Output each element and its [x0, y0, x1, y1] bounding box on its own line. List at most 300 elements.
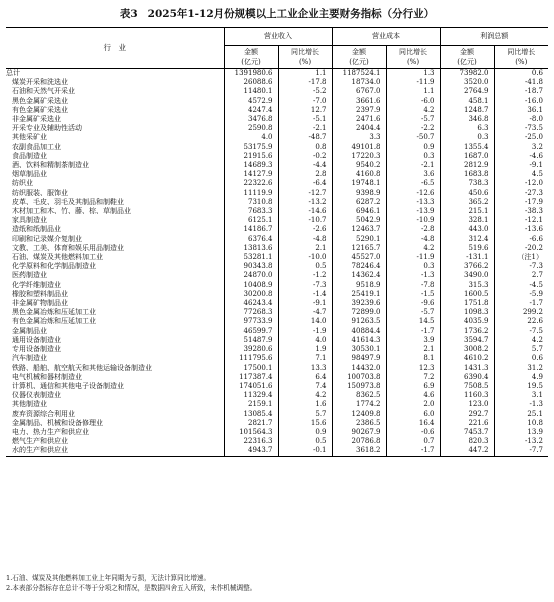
cost-growth-cell: -0.6: [386, 428, 440, 437]
table-row: [6, 336, 548, 345]
profit-growth-cell: -1.7: [529, 299, 543, 308]
industry-name-cell: 有色金属冶炼和压延加工业: [6, 317, 224, 326]
profit-growth-cell: -1.3: [529, 400, 543, 409]
cost-amount-cell: 9540.2: [332, 161, 386, 170]
note-2: 2.本表部分指标存在总计不等于分项之和情况，是数据四舍五入所致，未作机械调整。: [6, 583, 257, 592]
cost-amount-cell: 5042.9: [332, 216, 386, 225]
revenue-growth-cell: -5.2: [278, 87, 332, 96]
cost-amount-cell: 1187524.1: [332, 69, 386, 79]
revenue-amount-cell: 90343.8: [224, 262, 278, 271]
industry-name-cell: 有色金属矿采选业: [6, 106, 224, 115]
cost-growth-cell: -5.7: [386, 308, 440, 317]
revenue-amount-cell: 77268.3: [224, 308, 278, 317]
revenue-growth-cell: 12.7: [278, 106, 332, 115]
revenue-growth-cell: 0.5: [278, 262, 332, 271]
profit-growth-cell: -7.5: [529, 326, 543, 335]
cost-growth-cell: 1.3: [386, 69, 440, 79]
revenue-amount-cell: 7310.8: [224, 198, 278, 207]
profit-amount-cell: 328.1: [440, 216, 494, 225]
profit-amount-cell: 447.2: [440, 446, 494, 456]
profit-amount-cell: 315.3: [440, 281, 494, 290]
profit-growth-cell: 0.6: [531, 354, 543, 363]
revenue-growth-cell: -2.6: [278, 225, 332, 234]
revenue-growth-cell: -4.7: [278, 308, 332, 317]
profit-growth-cell: -6.6: [529, 234, 543, 243]
industry-name-cell: 非金属矿物制品业: [6, 299, 224, 308]
revenue-amount-cell: 22322.6: [224, 179, 278, 188]
profit-amount-cell: -131.1: [440, 253, 494, 262]
cost-amount-cell: 18734.0: [332, 78, 386, 87]
revenue-amount-cell: 3476.8: [224, 115, 278, 124]
revenue-growth-cell: 1.1: [278, 69, 332, 79]
profit-growth-cell: -17.9: [525, 197, 543, 206]
profit-amount-header: 金额 (亿元): [440, 46, 494, 69]
industry-name-cell: 黑色金属矿采选业: [6, 97, 224, 106]
cost-growth-cell: -9.6: [386, 299, 440, 308]
industry-name-cell: 非金属矿采选业: [6, 115, 224, 124]
revenue-amount-cell: 13813.6: [224, 244, 278, 253]
table-row: [6, 446, 548, 456]
cost-growth-cell: -4.8: [386, 235, 440, 244]
cost-growth-cell: -11.9: [386, 253, 440, 262]
table-row: [6, 106, 548, 115]
profit-growth-cell: -4.6: [529, 151, 543, 160]
revenue-growth-cell: 7.1: [278, 354, 332, 363]
profit-growth-cell: -7.7: [494, 446, 548, 456]
cost-amount-cell: 90267.9: [332, 428, 386, 437]
profit-amount-cell: 6390.4: [440, 373, 494, 382]
cost-growth-cell: -5.7: [386, 115, 440, 124]
profit-amount-cell: 292.7: [440, 410, 494, 419]
revenue-amount-cell: 30200.8: [224, 290, 278, 299]
revenue-growth-cell: -1.9: [278, 327, 332, 336]
profit-growth-cell: 299.2: [522, 308, 543, 317]
industry-name-cell: 纺织业: [6, 179, 224, 188]
profit-growth-cell: 4.2: [531, 335, 543, 344]
cost-growth-cell: 0.3: [386, 152, 440, 161]
table-row: [6, 115, 548, 124]
table-row: [6, 327, 548, 336]
table-row: [6, 170, 548, 179]
industry-name-cell: 家具制造业: [6, 216, 224, 225]
table-row: [6, 198, 548, 207]
profit-growth-cell: 19.5: [527, 381, 543, 390]
cost-growth-cell: -1.7: [386, 446, 440, 456]
industry-name-cell: 金属制品业: [6, 327, 224, 336]
profit-growth-cell: -13.6: [525, 225, 543, 234]
table-row: [6, 391, 548, 400]
revenue-growth-cell: -0.1: [278, 446, 332, 456]
table-row: [6, 400, 548, 409]
profit-amount-cell: 1160.3: [440, 391, 494, 400]
profit-amount-cell: 0.3: [440, 133, 494, 142]
table-row: [6, 161, 548, 170]
revenue-growth-cell: 1.9: [278, 345, 332, 354]
profit-amount-cell: 3490.0: [440, 271, 494, 280]
table-row: [6, 437, 548, 446]
industry-name-cell: 仪器仪表制造业: [6, 391, 224, 400]
table-row: [6, 262, 548, 271]
cost-growth-cell: -2.2: [386, 124, 440, 133]
cost-growth-cell: -1.7: [386, 327, 440, 336]
table-row: [6, 133, 548, 142]
profit-amount-cell: 6.3: [440, 124, 494, 133]
cost-growth-cell: -11.9: [386, 78, 440, 87]
industry-name-cell: 医药制造业: [6, 271, 224, 280]
revenue-growth-cell: -9.1: [278, 299, 332, 308]
revenue-growth-cell: -2.1: [278, 124, 332, 133]
revenue-amount-cell: 53175.9: [224, 143, 278, 152]
cost-growth-cell: -6.5: [386, 179, 440, 188]
cost-growth-cell: 7.2: [386, 373, 440, 382]
cost-amount-cell: 98497.9: [332, 354, 386, 363]
cost-amount-cell: 25419.1: [332, 290, 386, 299]
cost-amount-cell: 1774.2: [332, 400, 386, 409]
table-title: [0, 6, 554, 21]
cost-growth-cell: 4.2: [386, 106, 440, 115]
revenue-amount-cell: 4572.9: [224, 97, 278, 106]
cost-growth-cell: 2.1: [386, 345, 440, 354]
profit-growth-cell: 3.2: [531, 142, 543, 151]
cost-amount-cell: 2397.9: [332, 106, 386, 115]
cost-amount-cell: 14362.4: [332, 271, 386, 280]
revenue-amount-cell: 111795.6: [224, 354, 278, 363]
cost-growth-cell: -7.8: [386, 281, 440, 290]
industry-name-cell: 文教、工美、体育和娱乐用品制造业: [6, 244, 224, 253]
profit-amount-cell: 1098.3: [440, 308, 494, 317]
profit-growth-cell: 0.6: [531, 69, 543, 77]
profit-growth-cell: -12.1: [525, 216, 543, 225]
revenue-amount-cell: 24870.0: [224, 271, 278, 280]
profit-amount-cell: 2764.9: [440, 87, 494, 96]
cost-amount-cell: 12165.7: [332, 244, 386, 253]
profit-growth-cell: 36.1: [527, 105, 543, 114]
cost-amount-cell: 19748.1: [332, 179, 386, 188]
table-title-text: 2025年1-12月份规模以上工业企业主要财务指标（分行业）: [147, 8, 435, 20]
revenue-growth-cell: 14.0: [278, 317, 332, 326]
industry-name-cell: 石油、煤炭及其他燃料加工业: [6, 253, 224, 262]
profit-amount-cell: 3766.2: [440, 262, 494, 271]
profit-amount-cell: 450.6: [440, 189, 494, 198]
industry-name-cell: 计算机、通信和其他电子设备制造业: [6, 382, 224, 391]
revenue-amount-cell: 117387.4: [224, 373, 278, 382]
revenue-amount-header: 金额 (亿元): [224, 46, 278, 69]
table-row: [6, 253, 548, 262]
profit-amount-cell: 1600.5: [440, 290, 494, 299]
profit-amount-cell: 1431.3: [440, 364, 494, 373]
revenue-amount-cell: 22316.3: [224, 437, 278, 446]
profit-growth-cell: -8.0: [529, 115, 543, 124]
financial-indicators-table: [6, 27, 548, 457]
note-1: 1.石油、煤炭及其他燃料加工业上年同期为亏损，无法计算同比增速。: [6, 574, 211, 582]
revenue-amount-cell: 13085.4: [224, 410, 278, 419]
cost-growth-cell: 6.0: [386, 410, 440, 419]
profit-amount-cell: 1355.4: [440, 143, 494, 152]
profit-amount-cell: 221.6: [440, 419, 494, 428]
revenue-amount-cell: 2821.7: [224, 419, 278, 428]
cost-growth-cell: 3.9: [386, 336, 440, 345]
revenue-growth-cell: 0.9: [278, 428, 332, 437]
profit-growth-cell: -5.9: [529, 289, 543, 298]
table-row: [6, 69, 548, 79]
revenue-growth-cell: 0.8: [278, 143, 332, 152]
profit-amount-cell: 7453.7: [440, 428, 494, 437]
revenue-amount-cell: 14186.7: [224, 225, 278, 234]
profit-amount-cell: 1687.0: [440, 152, 494, 161]
revenue-growth-cell: -6.4: [278, 179, 332, 188]
profit-growth-cell: 31.2: [527, 363, 543, 372]
profit-amount-cell: 458.1: [440, 97, 494, 106]
cost-growth-cell: 1.1: [386, 87, 440, 96]
revenue-growth-cell: -5.1: [278, 115, 332, 124]
profit-growth-cell: 4.9: [531, 372, 543, 381]
cost-amount-header: 金额 (亿元): [332, 46, 386, 69]
cost-amount-cell: 45527.0: [332, 253, 386, 262]
industry-name-cell: 煤炭开采和洗选业: [6, 78, 224, 87]
revenue-growth-cell: 4.0: [278, 336, 332, 345]
revenue-amount-cell: 6376.4: [224, 235, 278, 244]
table-row: [6, 299, 548, 308]
revenue-growth-cell: -17.8: [278, 78, 332, 87]
table-row: [6, 207, 548, 216]
profit-amount-cell: 73982.0: [440, 69, 494, 79]
cost-amount-cell: 8362.5: [332, 391, 386, 400]
revenue-growth-cell: 0.5: [278, 437, 332, 446]
revenue-amount-cell: 2590.8: [224, 124, 278, 133]
revenue-amount-cell: 174051.6: [224, 382, 278, 391]
cost-amount-cell: 30530.1: [332, 345, 386, 354]
table-row: [6, 410, 548, 419]
cost-amount-cell: 6767.0: [332, 87, 386, 96]
industry-name-cell: 铁路、船舶、航空航天和其他运输设备制造业: [6, 364, 224, 373]
cost-growth-header: 同比增长 (%): [386, 46, 440, 69]
cost-amount-cell: 2404.4: [332, 124, 386, 133]
industry-name-cell: 化学原料和化学制品制造业: [6, 262, 224, 271]
industry-name-cell: 电力、热力生产和供应业: [6, 428, 224, 437]
revenue-amount-cell: 11329.4: [224, 391, 278, 400]
cost-amount-cell: 4160.8: [332, 170, 386, 179]
revenue-amount-cell: 14689.3: [224, 161, 278, 170]
revenue-growth-cell: -48.7: [278, 133, 332, 142]
revenue-amount-cell: 4.0: [224, 133, 278, 142]
profit-growth-cell: -25.0: [525, 133, 543, 142]
profit-amount-cell: 3008.2: [440, 345, 494, 354]
cost-amount-cell: 12409.8: [332, 410, 386, 419]
revenue-amount-cell: 101564.3: [224, 428, 278, 437]
revenue-amount-cell: 21915.6: [224, 152, 278, 161]
cost-growth-cell: 2.0: [386, 400, 440, 409]
revenue-growth-cell: 7.4: [278, 382, 332, 391]
table-row: [6, 290, 548, 299]
cost-group-header: 营业成本: [332, 28, 440, 46]
revenue-growth-cell: -7.0: [278, 97, 332, 106]
cost-growth-cell: 4.2: [386, 244, 440, 253]
revenue-amount-cell: 4943.7: [224, 446, 278, 456]
industry-name-cell: 专用设备制造业: [6, 345, 224, 354]
table-row: [6, 244, 548, 253]
table-notes: [6, 574, 256, 593]
revenue-growth-cell: -1.2: [278, 271, 332, 280]
revenue-growth-cell: 13.3: [278, 364, 332, 373]
revenue-amount-cell: 10408.9: [224, 281, 278, 290]
cost-growth-cell: 0.9: [386, 143, 440, 152]
industry-name-cell: 造纸和纸制品业: [6, 225, 224, 234]
cost-growth-cell: -2.1: [386, 161, 440, 170]
table-row: [6, 317, 548, 326]
revenue-amount-cell: 6125.1: [224, 216, 278, 225]
industry-name-cell: 燃气生产和供应业: [6, 437, 224, 446]
table-row: [6, 308, 548, 317]
revenue-growth-cell: -10.0: [278, 253, 332, 262]
table-row: [6, 354, 548, 363]
cost-growth-cell: 16.4: [386, 419, 440, 428]
cost-growth-cell: -50.7: [386, 133, 440, 142]
cost-amount-cell: 5290.1: [332, 235, 386, 244]
profit-amount-cell: 7508.5: [440, 382, 494, 391]
revenue-growth-cell: 2.8: [278, 170, 332, 179]
cost-amount-cell: 3661.6: [332, 97, 386, 106]
profit-growth-cell: -73.5: [525, 124, 543, 133]
profit-amount-cell: 738.3: [440, 179, 494, 188]
cost-amount-cell: 150973.8: [332, 382, 386, 391]
profit-growth-header: 同比增长 (%): [494, 46, 548, 69]
revenue-amount-cell: 46243.4: [224, 299, 278, 308]
revenue-amount-cell: 11119.9: [224, 189, 278, 198]
cost-amount-cell: 2386.5: [332, 419, 386, 428]
table-row: [6, 235, 548, 244]
industry-name-cell: 电气机械和器材制造业: [6, 373, 224, 382]
table-row: [6, 97, 548, 106]
cost-amount-cell: 6946.1: [332, 207, 386, 216]
industry-name-cell: 纺织服装、服饰业: [6, 189, 224, 198]
industry-name-cell: 水的生产和供应业: [6, 446, 224, 456]
revenue-growth-cell: 6.4: [278, 373, 332, 382]
revenue-group-header: 营业收入: [224, 28, 332, 46]
cost-growth-cell: 14.5: [386, 317, 440, 326]
profit-growth-cell: 22.6: [527, 317, 543, 326]
table-row: [6, 87, 548, 96]
revenue-amount-cell: 53281.1: [224, 253, 278, 262]
profit-growth-cell: -13.2: [525, 437, 543, 446]
revenue-growth-header: 同比增长 (%): [278, 46, 332, 69]
profit-amount-cell: 443.0: [440, 225, 494, 234]
revenue-amount-cell: 39280.6: [224, 345, 278, 354]
revenue-amount-cell: 17500.1: [224, 364, 278, 373]
revenue-growth-cell: -1.4: [278, 290, 332, 299]
industry-name-cell: 化学纤维制造业: [6, 281, 224, 290]
revenue-amount-cell: 14127.9: [224, 170, 278, 179]
industry-name-cell: 通用设备制造业: [6, 336, 224, 345]
table-row: [6, 189, 548, 198]
industry-name-cell: 皮革、毛皮、羽毛及其制品和制鞋业: [6, 198, 224, 207]
profit-growth-cell: （注1）: [517, 253, 543, 262]
cost-amount-cell: 3618.2: [332, 446, 386, 456]
table-number: 表3: [119, 8, 138, 20]
profit-growth-cell: -12.0: [525, 179, 543, 188]
cost-growth-cell: -10.9: [386, 216, 440, 225]
table-row: [6, 143, 548, 152]
profit-growth-cell: -16.0: [525, 96, 543, 105]
profit-growth-cell: -18.7: [525, 87, 543, 96]
profit-amount-cell: 1751.8: [440, 299, 494, 308]
industry-name-cell: 黑色金属冶炼和压延加工业: [6, 308, 224, 317]
revenue-amount-cell: 46599.7: [224, 327, 278, 336]
cost-amount-cell: 9518.9: [332, 281, 386, 290]
profit-amount-cell: 519.6: [440, 244, 494, 253]
cost-amount-cell: 3.3: [332, 133, 386, 142]
table-row: [6, 225, 548, 234]
industry-name-cell: 木材加工和木、竹、藤、棕、草制品业: [6, 207, 224, 216]
revenue-growth-cell: -0.2: [278, 152, 332, 161]
table-row: [6, 179, 548, 188]
revenue-amount-cell: 7683.3: [224, 207, 278, 216]
cost-amount-cell: 39239.6: [332, 299, 386, 308]
profit-group-header: 利润总额: [440, 28, 548, 46]
profit-growth-cell: -38.3: [525, 207, 543, 216]
cost-amount-cell: 91263.5: [332, 317, 386, 326]
table-row: [6, 419, 548, 428]
profit-amount-cell: 4610.2: [440, 354, 494, 363]
revenue-growth-cell: -14.6: [278, 207, 332, 216]
cost-growth-cell: -6.0: [386, 97, 440, 106]
cost-amount-cell: 9398.9: [332, 189, 386, 198]
cost-amount-cell: 100703.8: [332, 373, 386, 382]
industry-name-cell: 石油和天然气开采业: [6, 87, 224, 96]
revenue-growth-cell: 2.1: [278, 244, 332, 253]
cost-growth-cell: 6.9: [386, 382, 440, 391]
revenue-amount-cell: 4247.4: [224, 106, 278, 115]
cost-amount-cell: 6287.2: [332, 198, 386, 207]
cost-growth-cell: -1.5: [386, 290, 440, 299]
profit-amount-cell: 4035.9: [440, 317, 494, 326]
industry-name-cell: 废弃资源综合利用业: [6, 410, 224, 419]
cost-growth-cell: 12.3: [386, 364, 440, 373]
profit-amount-cell: 1736.2: [440, 327, 494, 336]
industry-name-cell: 开采专业及辅助性活动: [6, 124, 224, 133]
cost-growth-cell: 4.6: [386, 391, 440, 400]
profit-amount-cell: 2812.9: [440, 161, 494, 170]
profit-growth-cell: -41.8: [525, 78, 543, 87]
revenue-growth-cell: -7.3: [278, 281, 332, 290]
industry-name-cell: 其他采矿业: [6, 133, 224, 142]
profit-amount-cell: 312.4: [440, 235, 494, 244]
profit-amount-cell: 365.2: [440, 198, 494, 207]
profit-growth-cell: -27.3: [525, 188, 543, 197]
table-row: [6, 382, 548, 391]
cost-growth-cell: -1.3: [386, 271, 440, 280]
profit-growth-cell: 3.1: [531, 391, 543, 400]
table-row: [6, 373, 548, 382]
revenue-growth-cell: -13.2: [278, 198, 332, 207]
revenue-amount-cell: 2159.1: [224, 400, 278, 409]
table-row: [6, 281, 548, 290]
industry-name-cell: 酒、饮料和精制茶制造业: [6, 161, 224, 170]
table-row: [6, 428, 548, 437]
cost-amount-cell: 40884.4: [332, 327, 386, 336]
table-row: [6, 78, 548, 87]
cost-amount-cell: 2471.6: [332, 115, 386, 124]
cost-growth-cell: 0.7: [386, 437, 440, 446]
profit-amount-cell: 346.8: [440, 115, 494, 124]
cost-amount-cell: 41614.3: [332, 336, 386, 345]
cost-growth-cell: 0.3: [386, 262, 440, 271]
cost-growth-cell: -12.6: [386, 189, 440, 198]
cost-growth-cell: -13.3: [386, 198, 440, 207]
cost-growth-cell: -2.8: [386, 225, 440, 234]
revenue-growth-cell: 15.6: [278, 419, 332, 428]
cost-amount-cell: 72899.0: [332, 308, 386, 317]
cost-growth-cell: 3.6: [386, 170, 440, 179]
